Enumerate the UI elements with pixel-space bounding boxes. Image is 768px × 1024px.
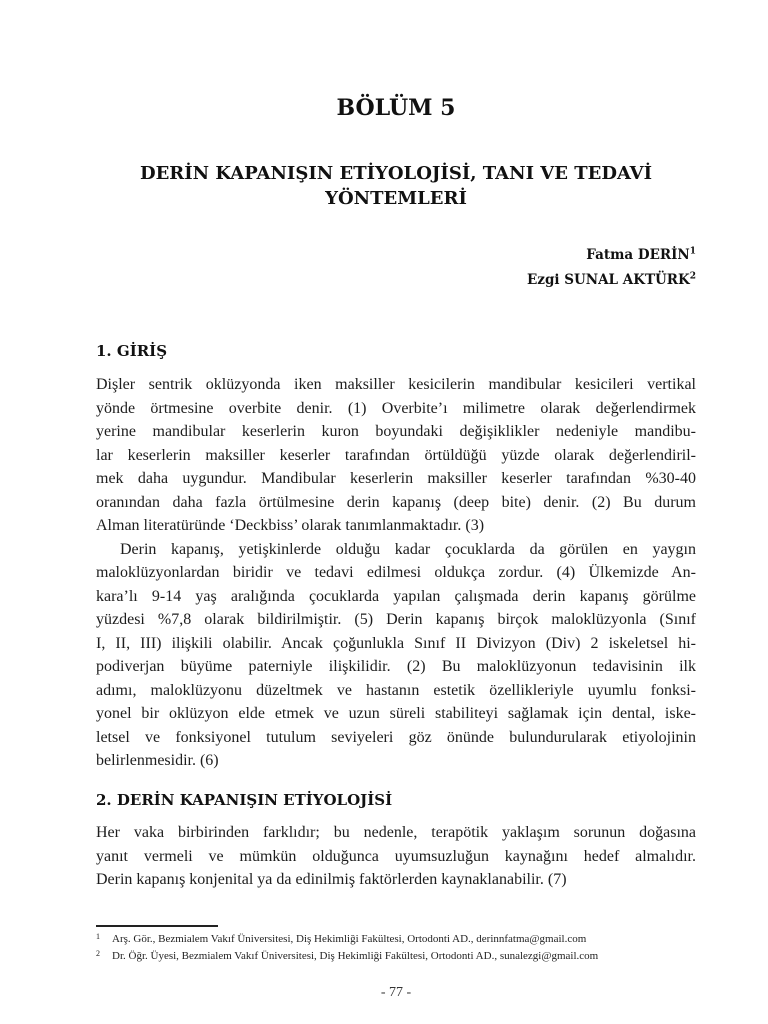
chapter-title-line: DERİN KAPANIŞIN ETİYOLOJİSİ, TANI VE TEDAVİ: [139, 163, 653, 184]
author-name: Ezgi SUNAL AKTÜRK: [527, 272, 690, 288]
paragraph-line: yüzdesi %7,8 olarak bildirilmiştir. (5) Derin kapanış birçok maloklüzyonla (Sınıf: [96, 611, 696, 628]
section-heading-introduction: 1. GİRİŞ: [96, 342, 168, 360]
paragraph-line: adımı, maloklüzyonu düzeltmek ve hastanın estetik özellikleriyle uyumlu fonksi-: [96, 681, 696, 699]
footnote-text: Arş. Gör., Bezmialem Vakıf Üniversitesi, Diş Hekimliği Fakültesi, Ortodonti AD., derinnfatma@gmail.com: [112, 933, 587, 945]
chapter-title: [96, 161, 696, 211]
author-name: Fatma DERİN: [586, 247, 690, 263]
author: [527, 268, 696, 293]
paragraph-line: belirlenmesidir. (6): [96, 752, 219, 769]
book-page: [96, 0, 696, 1024]
paragraph-line: yanıt vermeli ve mümkün olduğunca uyumsuzluğun kaynağını hedef almalıdır.: [96, 847, 696, 865]
chapter-label: BÖLÜM 5: [336, 95, 456, 121]
footnotes: [96, 931, 696, 965]
paragraph-line: Alman literatüründe ‘Deckbiss’ olarak tanımlanmaktadır. (3): [96, 517, 485, 534]
author: [527, 243, 696, 268]
footnote: [96, 931, 696, 948]
section-heading-etiology: 2. DERİN KAPANIŞIN ETİYOLOJİSİ: [96, 791, 393, 809]
paragraph-line: yonel bir oklüzyon elde etmek ve uzun süreli stabiliteyi sağlamak için dental, iske-: [96, 705, 696, 722]
footnote-text: Dr. Öğr. Üyesi, Bezmialem Vakıf Üniversitesi, Diş Hekimliği Fakültesi, Ortodonti AD., sunalezgi@gmail.com: [112, 950, 599, 962]
paragraph-line: Derin kapanış konjenital ya da edinilmiş faktörlerden kaynaklanabilir. (7): [96, 871, 567, 888]
paragraph-line: Her vaka birbirinden farklıdır; bu nedenle, terapötik yaklaşım sorunun doğasına: [96, 824, 696, 841]
paragraph-line: I, II, III) ilişkili olabilir. Ancak çoğunlukla Sınıf II Divizyon (Div) 2 iskeletsel hi-: [96, 634, 696, 652]
paragraph-line: letsel ve fonksiyonel tutulum seviyeleri göz önünde bulundurularak etiyolojinin: [96, 728, 696, 746]
section-etiology-body: [96, 821, 696, 892]
footnote: [96, 948, 696, 965]
author-list: [527, 243, 696, 293]
page-number: - 77 -: [380, 985, 412, 1000]
chapter-title-line: YÖNTEMLERİ: [325, 188, 467, 209]
paragraph-line: mek daha uygundur. Mandibular keserlerin maksiller keserler tarafından %30-40: [96, 470, 696, 487]
author-footnote-mark: 1: [689, 246, 696, 257]
author-footnote-mark: 2: [689, 271, 696, 282]
paragraph-line: oranından daha fazla örtülmesine derin kapanış (deep bite) denir. (2) Bu durum: [96, 493, 696, 511]
paragraph-line: yerine mandibular keserlerin kuron boyundaki değişiklikler nedeniyle mandibu-: [96, 423, 696, 440]
paragraph-line: maloklüzyonlardan biridir ve tedavi edilmesi oldukça zordur. (4) Ülkemizde An-: [96, 564, 696, 581]
footnote-number: 1: [96, 932, 100, 941]
paragraph-line: Dişler sentrik oklüzyonda iken maksiller kesicilerin mandibular kesicileri vertikal: [96, 376, 696, 393]
paragraph-line: kara’lı 9-14 yaş aralığında çocuklarda yapılan çalışmada derin kapanış görülme: [96, 587, 696, 605]
paragraph-line: lar keserlerin maksiller keserler tarafından örtüldüğü yüzde olarak değerlendiril-: [96, 446, 696, 464]
footnote-divider: [96, 925, 218, 927]
paragraph-line: podiverjan büyüme paterniyle ilişkilidir. (2) Bu maloklüzyonun tedavisinin ilk: [96, 658, 696, 675]
paragraph-line: Derin kapanış, yetişkinlerde olduğu kadar çocuklarda da görülen en yaygın: [120, 540, 696, 558]
section-introduction-body: [96, 373, 696, 773]
footnote-number: 2: [96, 949, 100, 958]
paragraph-line: yönde örtmesine overbite denir. (1) Overbite’ı milimetre olarak değerlendirmek: [96, 399, 696, 417]
